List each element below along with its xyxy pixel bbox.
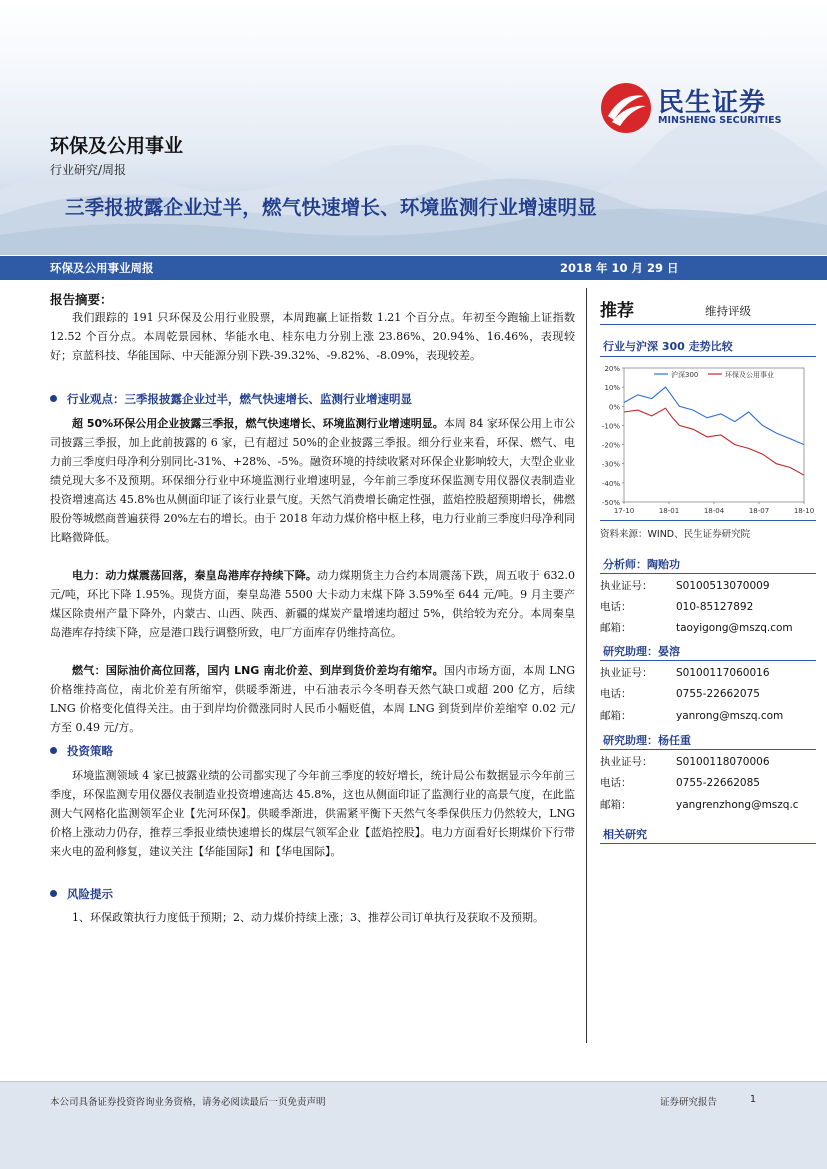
rule-line [600, 324, 816, 325]
paragraph-lead: 电力：动力煤震荡回落，秦皇岛港库存持续下降。 [72, 569, 318, 582]
field-value: 0755-22662075 [676, 688, 760, 700]
recommendation-rating: 维持评级 [705, 304, 751, 318]
y-tick-label: 20% [604, 365, 620, 373]
page-number: 1 [750, 1094, 757, 1105]
y-tick-label: -10% [601, 422, 620, 431]
field-label: 邮箱： [600, 622, 632, 634]
chart-heading: 行业与沪深 300 走势比较 [603, 340, 733, 353]
field-label: 执业证号： [600, 580, 653, 592]
analyst-license [600, 578, 770, 593]
paragraph-lead: 超 50%环保公用企业披露三季报，燃气快速增长、环境监测行业增速明显。 [72, 417, 444, 430]
paragraph-industry-view [50, 414, 575, 547]
rule-line [600, 660, 816, 661]
legend-label: 沪深300 [671, 371, 699, 379]
footer-disclaimer: 本公司具备证券投资咨询业务资格，请务必阅读最后一页免责声明 [50, 1097, 326, 1108]
field-value[interactable]: yangrenzhong@mszq.c [676, 799, 799, 811]
report-title: 三季报披露企业过半，燃气快速增长、环境监测行业增速明显 [65, 196, 597, 219]
assistant-heading: 研究助理：晏溶 [603, 645, 680, 658]
field-value: 0755-22662085 [676, 777, 760, 789]
assistant-phone [600, 686, 760, 701]
section-heading-risk [50, 886, 113, 902]
field-value: S0100117060016 [676, 667, 770, 679]
column-divider [586, 288, 587, 1043]
chart-plot-frame [624, 368, 804, 502]
section-title: 投资策略 [67, 744, 113, 758]
bullet-icon [50, 890, 57, 897]
y-tick-label: 0% [608, 403, 620, 412]
field-label: 执业证号： [600, 667, 653, 679]
field-value[interactable]: taoyigong@mszq.com [676, 622, 793, 634]
assistant2-phone [600, 775, 760, 790]
y-tick-label: 10% [604, 384, 620, 393]
assistant-license [600, 665, 770, 680]
field-label: 电话： [600, 601, 632, 613]
x-tick-label: 18-07 [748, 507, 770, 515]
bullet-icon [50, 747, 57, 754]
field-value: 010-85127892 [676, 601, 754, 613]
related-research-heading: 相关研究 [603, 828, 647, 841]
analyst-heading: 分析师：陶贻功 [603, 558, 680, 571]
y-tick-label: -50% [601, 499, 620, 507]
chart-series-group [624, 370, 804, 475]
rule-line [600, 520, 816, 521]
field-label: 电话： [600, 688, 632, 700]
assistant-email [600, 708, 783, 723]
field-value: S0100118070006 [676, 756, 770, 768]
field-label: 邮箱： [600, 799, 632, 811]
x-tick-label: 18-10 [793, 507, 815, 515]
footer-rule [0, 1081, 827, 1082]
brand-logo-icon [600, 82, 652, 134]
chart-axes [602, 365, 814, 515]
report-date: 2018 年 10 月 29 日 [560, 261, 679, 275]
report-type: 行业研究/周报 [50, 163, 127, 177]
report-series-label: 环保及公用事业周报 [50, 261, 154, 275]
x-tick-label: 18-01 [658, 507, 680, 515]
x-tick-label: 17-10 [613, 507, 635, 515]
rule-line [600, 573, 816, 574]
rule-line [600, 749, 816, 750]
y-tick-label: -30% [601, 460, 620, 469]
paragraph-gas [50, 661, 575, 737]
sector-title: 环保及公用事业 [50, 135, 184, 157]
series-line [624, 408, 804, 475]
summary-intro: 我们跟踪的 191 只环保及公用行业股票，本周跑赢上证指数 1.21 个百分点。年初至今跑输上证指数 12.52 个百分点。本周乾景园林、华能水电、桂东电力分别上涨 23.86%、20.94%、16.46%，表现较好；京蓝科技、华能国际、中天能源分别下跌-39.32%、-9.82%、-8.09%，表现较差。 [50, 311, 575, 362]
paragraph-text: 国内市场方面，本周 LNG 价格维持高位，南北价差有所缩窄，供暖季渐进，中石油表示今冬明春天然气缺口或超 200 亿方，后续 LNG 价格变化值得关注。由于到岸均价微涨同时人民币小幅贬值，本周 LNG 到货到岸价差缩窄 0.02 元/方至 0.49 元/方。 [50, 664, 575, 734]
field-value: S0100513070009 [676, 580, 770, 592]
field-value[interactable]: yanrong@mszq.com [676, 710, 784, 722]
bullet-icon [50, 395, 57, 402]
paragraph-risk: 1、环保政策执行力度低于预期；2、动力煤价持续上涨；3、推荐公司订单执行及获取不及预期。 [72, 911, 544, 924]
paragraph-strategy: 环境监测领域 4 家已披露业绩的公司都实现了今年前三季度的较好增长，统计局公布数据显示今年前三季度，环保监测专用仪器仪表制造业投资增速高达 45.8%，这也从侧面印证了监测行业的高景气度，在此监测大气网格化监测领军企业【先河环保】。供暖季渐进，供需紧平衡下天然气冬季保供压力仍然较大，LNG 价格上涨动力仍存，推荐三季报业绩快速增长的煤层气领军企业【蓝焰控股】。电力方面看好长期煤价下行带来火电的盈利修复，建议关注【华能国际】和【华电国际】。 [50, 769, 575, 858]
legend-label: 环保及公用事业 [725, 371, 774, 379]
y-tick-label: -40% [601, 479, 620, 488]
assistant2-email [600, 797, 799, 812]
rule-line [600, 356, 816, 357]
field-label: 电话： [600, 777, 632, 789]
rule-line [600, 843, 816, 844]
analyst-email [600, 620, 793, 635]
brand-name-cn: 民生证券 [658, 88, 767, 118]
paragraph-text: 本周 84 家环保公用上市公司披露三季报，加上此前披露的 6 家，已有超过 50%的企业披露三季报。细分行业来看，环保、燃气、电力前三季度归母净利分别同比-31%、+28%、-5%。融资环境的持续收紧对环保企业影响较大，大型企业业绩兑现大多不及预期。环保细分行业中环境监测行业增速明显，今年前三季度环保监测专用仪器仪表制造业投资增速高达 45.8%也从侧面印证了该行业景气度。天然气消费增长确定性强，蓝焰控股超预期增长，佛燃股份等城燃商普遍获得 20%左右的增长。由于 2018 年动力煤价格中枢上移，电力行业前三季度归母净利同比略微降低。 [50, 417, 575, 544]
recommendation-title: 推荐 [600, 301, 634, 321]
brand-logo [600, 82, 800, 134]
field-label: 邮箱： [600, 710, 632, 722]
analyst-phone [600, 599, 753, 614]
y-tick-label: -20% [601, 441, 620, 450]
section-title: 风险提示 [67, 887, 113, 901]
paragraph-lead: 燃气：国际油价高位回落，国内 LNG 南北价差、到岸到货价差均有缩窄。 [72, 664, 444, 677]
trend-chart [598, 360, 816, 518]
section-heading-industry-view [50, 391, 412, 407]
summary-label: 报告摘要： [50, 292, 113, 307]
x-tick-label: 18-04 [703, 507, 725, 515]
brand-name-en: MINSHENG SECURITIES [658, 115, 782, 126]
field-label: 执业证号： [600, 756, 653, 768]
assistant2-license [600, 754, 770, 769]
section-heading-strategy [50, 743, 113, 759]
footer-report-label: 证券研究报告 [660, 1097, 718, 1108]
section-title: 行业观点：三季报披露企业过半，燃气快速增长、监测行业增速明显 [67, 392, 412, 406]
chart-source: 资料来源：WIND、民生证券研究院 [600, 529, 751, 540]
paragraph-power [50, 566, 575, 642]
paragraph-text: 动力煤期货主力合约本周震荡下跌，周五收于 632.0 元/吨，环比下降 1.95%。现货方面，秦皇岛港 5500 大卡动力末煤下降 3.59%至 644 元/吨。9 月主要产煤区除贵州产量下降外，内蒙古、山西、陕西、新疆的煤炭产量增速均超过 5%，供给较为充分。本周秦皇岛港库存持续下降，应是港口践行调整所致，电厂方面库存仍维持高位。 [50, 569, 575, 639]
assistant2-heading: 研究助理：杨任重 [603, 734, 691, 747]
